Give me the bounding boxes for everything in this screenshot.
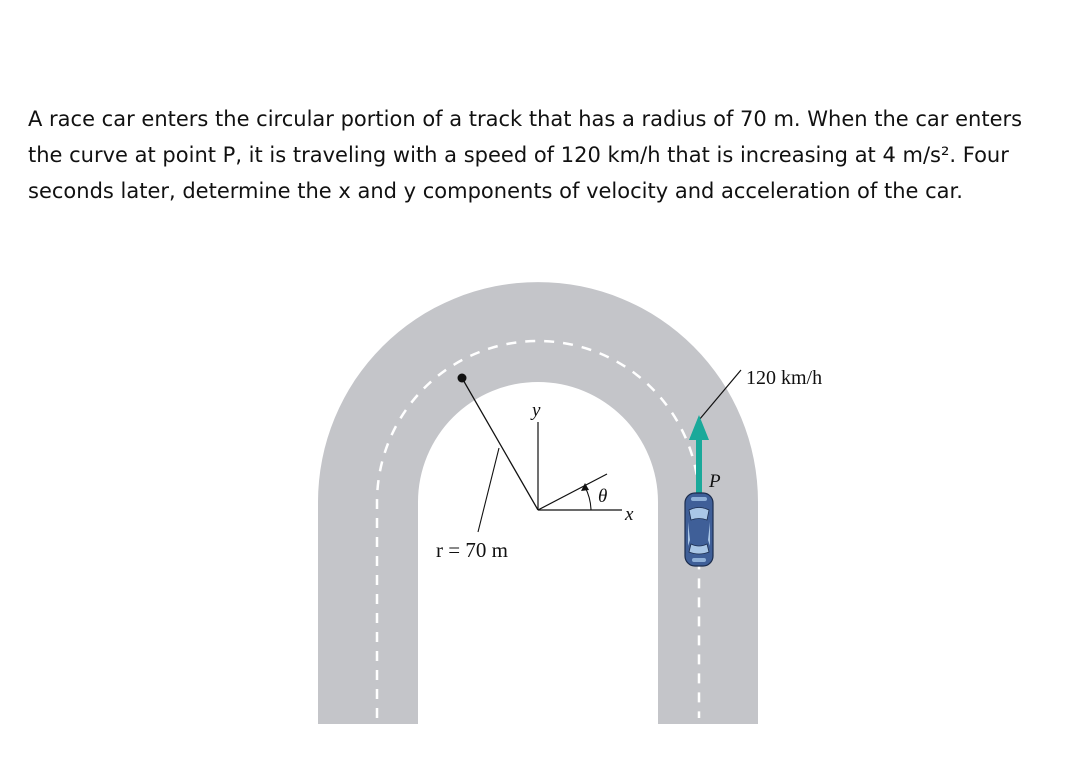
theta-label: θ: [598, 486, 608, 507]
radius-label: r = 70 m: [436, 538, 508, 562]
position-dot: [458, 374, 467, 383]
theta-arc: [585, 487, 591, 510]
problem-line-2: the curve at point P, it is traveling with a speed of 120 km/h that is increasing at 4 m/s². Four: [28, 143, 1009, 167]
radius-line: [462, 378, 538, 510]
radius-label-leader: [478, 448, 499, 532]
point-p-label: P: [709, 471, 721, 492]
x-axis-label: x: [625, 504, 634, 525]
race-car-icon: [685, 493, 713, 566]
speed-label: 120 km/h: [746, 367, 823, 389]
y-axis-label: y: [532, 400, 541, 421]
problem-line-1: A race car enters the circular portion of a track that has a radius of 70 m. When the car enters: [28, 107, 1023, 131]
problem-line-3: seconds later, determine the x and y components of velocity and acceleration of the car.: [28, 179, 963, 203]
angle-reference-line: [538, 474, 607, 510]
